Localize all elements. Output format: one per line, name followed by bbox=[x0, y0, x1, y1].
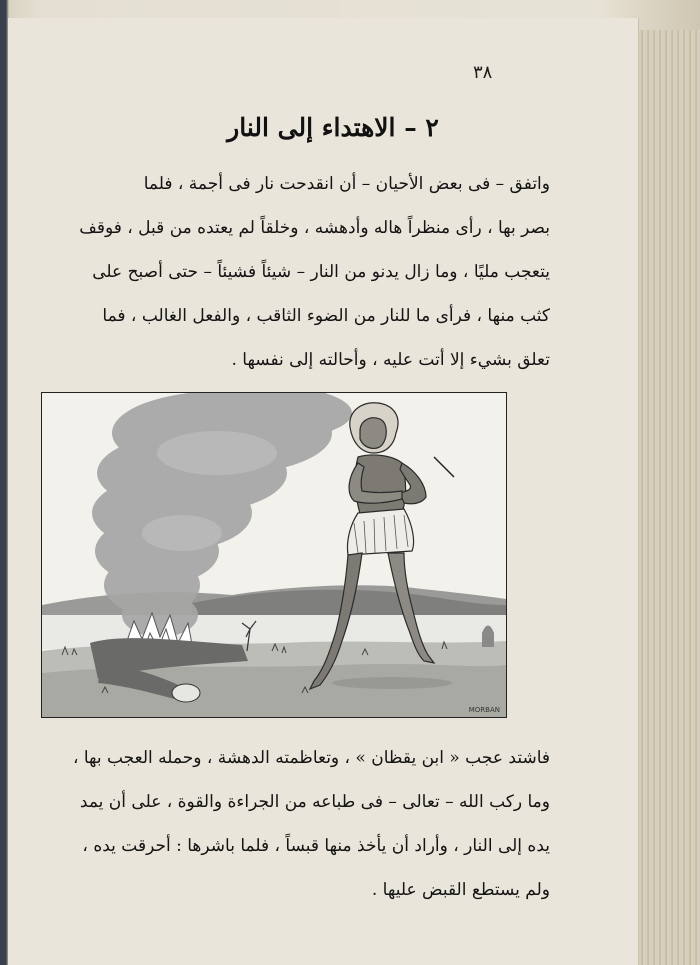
illustrator-signature: MORBAN bbox=[468, 706, 500, 714]
text-line: يتعجب مليًا ، وما زال يدنو من النار – شيئاً فشيئاً – حتى أصبح على bbox=[92, 262, 550, 282]
text-line: واتفق – فى بعض الأحيان – أن انقدحت نار فى أجمة ، فلما bbox=[143, 174, 550, 194]
page-number: ٣٨ bbox=[473, 62, 493, 83]
text-line: يده إلى النار ، وأراد أن يأخذ منها قبساً ، فلما باشرها : أحرقت يده ، bbox=[82, 836, 550, 856]
text-line: بصر بها ، رأى منظراً هاله وأدهشه ، وخلقاً لم يعتده من قبل ، فوقف bbox=[79, 218, 550, 238]
page bbox=[8, 18, 639, 965]
text-line: تعلق بشيء إلا أتت عليه ، وأحالته إلى نفسها . bbox=[231, 350, 550, 370]
paragraph-2 bbox=[30, 736, 550, 912]
text-line: كثب منها ، فرأى ما للنار من الضوء الثاقب ، والفعل الغالب ، فما bbox=[102, 306, 550, 326]
text-line: وما ركب الله – تعالى – فى طباعه من الجراءة والقوة ، على أن يمد bbox=[79, 792, 550, 812]
fire-illustration bbox=[41, 392, 507, 718]
text-line: ولم يستطع القبض عليها . bbox=[371, 880, 550, 900]
page-edges bbox=[637, 30, 700, 965]
illustration-drawing bbox=[42, 393, 506, 717]
paragraph-1 bbox=[30, 162, 550, 382]
text-line: فاشتد عجب « ابن يقظان » ، وتعاظمته الدهشة ، وحمله العجب بها ، bbox=[72, 748, 550, 768]
chapter-title: ٢ – الاهتداء إلى النار bbox=[227, 113, 439, 142]
